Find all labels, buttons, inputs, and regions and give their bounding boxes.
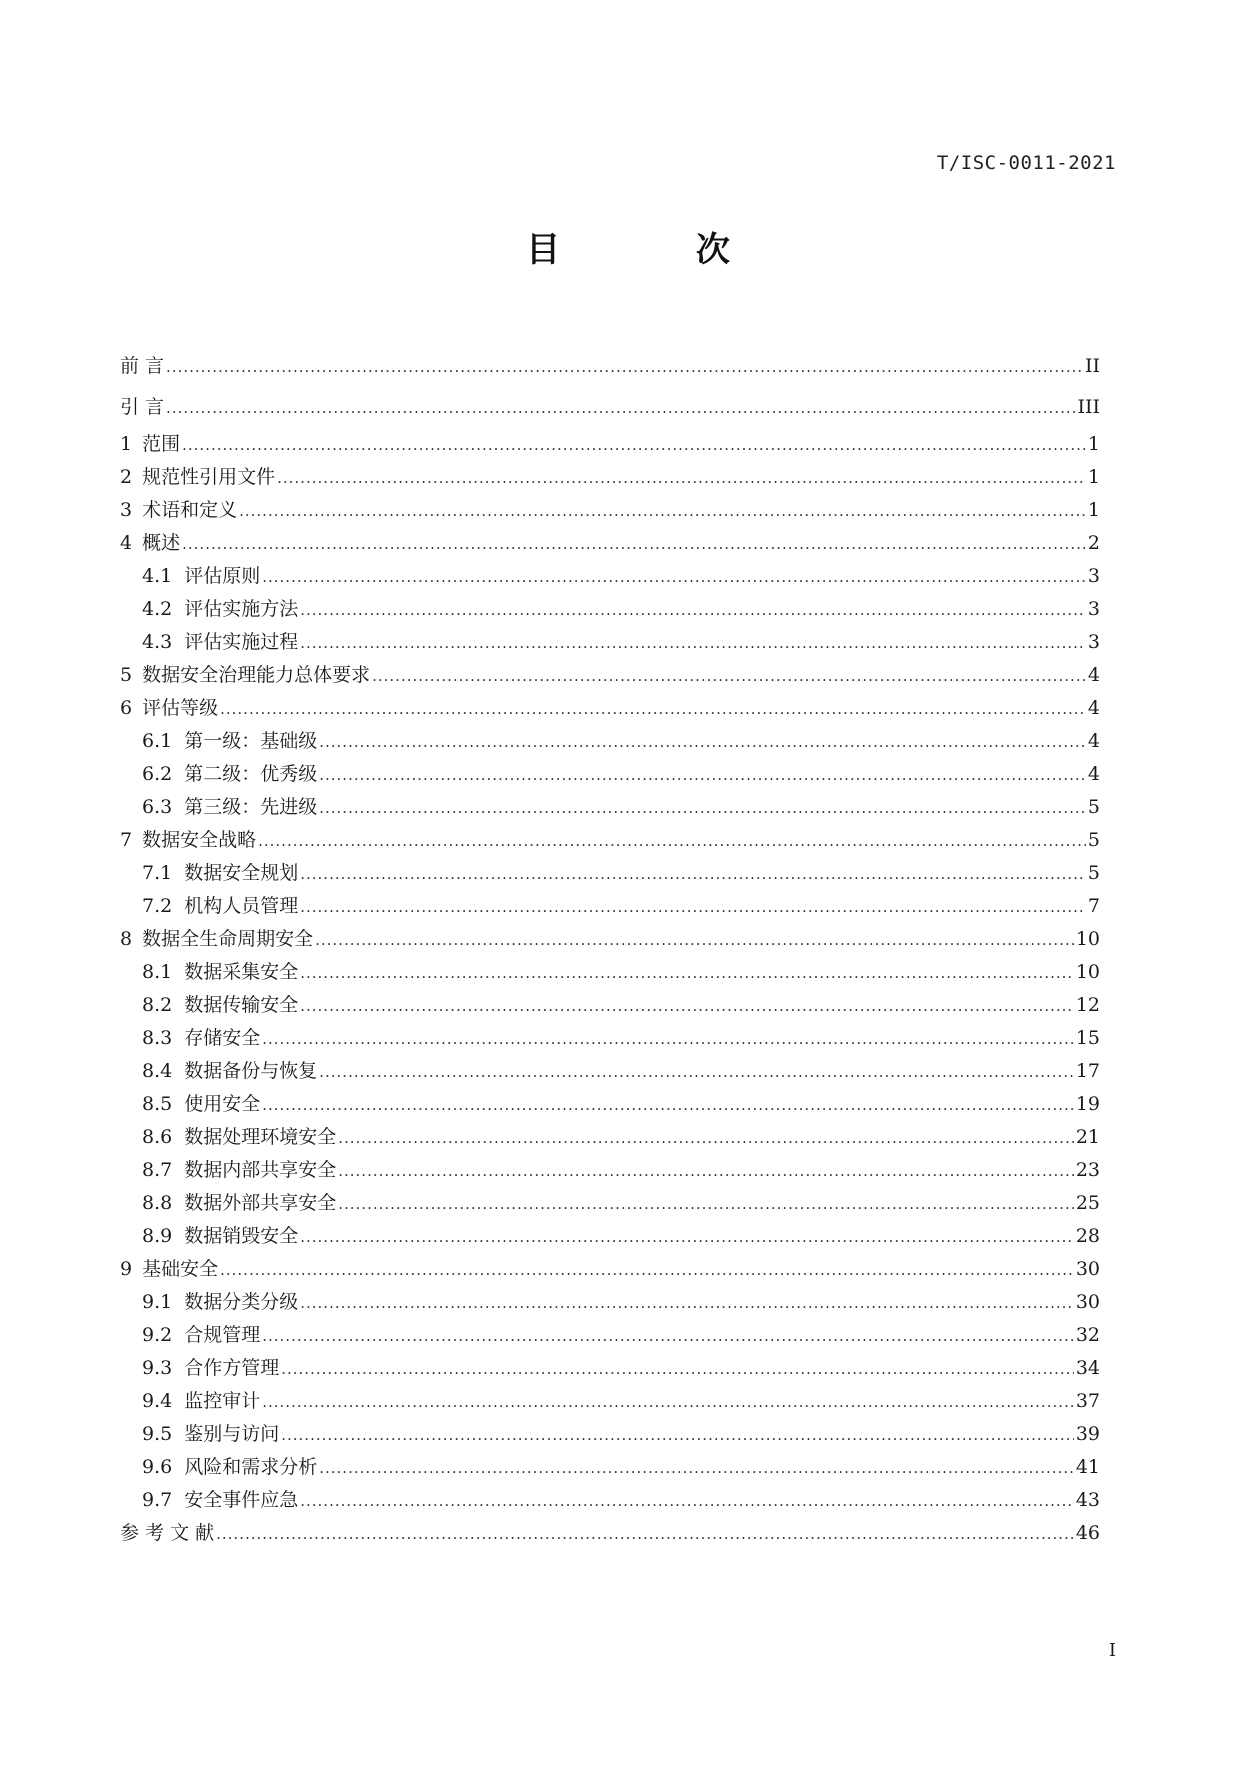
toc-entry-number: 9.3 — [142, 1357, 173, 1379]
toc-entry[interactable] — [120, 1055, 1100, 1088]
toc-entry-number: 6.1 — [142, 730, 173, 752]
toc-entry[interactable] — [120, 1319, 1100, 1352]
toc-entry[interactable] — [120, 692, 1100, 725]
toc-entry-label: 数据安全治理能力总体要求 — [142, 664, 371, 686]
toc-entry[interactable] — [120, 1352, 1100, 1385]
toc-entry-number: 8.2 — [142, 994, 173, 1016]
toc-entry[interactable] — [120, 593, 1100, 626]
toc-entry-page: 37 — [1075, 1390, 1100, 1412]
toc-entry-page: 5 — [1087, 796, 1100, 818]
toc-entry-label: 第一级：基础级 — [184, 730, 318, 752]
toc-leader-dots — [262, 1320, 1074, 1353]
toc-entry-page: 21 — [1075, 1126, 1100, 1148]
toc-leader-dots — [300, 891, 1086, 924]
toc-entry-number: 9.6 — [142, 1456, 173, 1478]
toc-leader-dots — [300, 957, 1074, 990]
toc-entry[interactable] — [120, 725, 1100, 758]
toc-entry[interactable] — [120, 1418, 1100, 1451]
toc-entry-page: 41 — [1075, 1456, 1100, 1478]
toc-entry[interactable] — [120, 387, 1100, 428]
toc-entry-label: 参 考 文 献 — [120, 1522, 215, 1544]
toc-entry[interactable] — [120, 1517, 1100, 1550]
toc-entry-label: 数据全生命周期安全 — [142, 928, 314, 950]
toc-entry-page: 43 — [1075, 1489, 1100, 1511]
toc-entry-page: 28 — [1075, 1225, 1100, 1247]
toc-leader-dots — [372, 660, 1086, 693]
toc-entry-page: 39 — [1075, 1423, 1100, 1445]
toc-entry-page: 1 — [1087, 433, 1100, 455]
toc-entry-page: 5 — [1087, 862, 1100, 884]
toc-entry-number: 5 — [120, 664, 133, 686]
toc-entry[interactable] — [120, 428, 1100, 461]
toc-entry[interactable] — [120, 857, 1100, 890]
toc-entry-page: 3 — [1087, 565, 1100, 587]
toc-leader-dots — [262, 1386, 1074, 1419]
toc-entry-page: 7 — [1087, 895, 1100, 917]
toc-entry-page: 12 — [1075, 994, 1100, 1016]
toc-entry[interactable] — [120, 560, 1100, 593]
toc-entry[interactable] — [120, 824, 1100, 857]
toc-entry-label: 合作方管理 — [184, 1357, 280, 1379]
toc-entry-label: 第二级：优秀级 — [184, 763, 318, 785]
toc-leader-dots — [220, 693, 1086, 726]
page-title: 目 次 — [526, 230, 792, 270]
toc-leader-dots — [300, 990, 1074, 1023]
toc-entry[interactable] — [120, 1484, 1100, 1517]
toc-entry-page: 4 — [1087, 697, 1100, 719]
toc-entry-page: 30 — [1075, 1291, 1100, 1313]
toc-entry[interactable] — [120, 758, 1100, 791]
toc-entry-label: 数据采集安全 — [184, 961, 299, 983]
toc-entry-label: 数据备份与恢复 — [184, 1060, 318, 1082]
toc-entry-label: 数据分类分级 — [184, 1291, 299, 1313]
toc-entry-number: 6.3 — [142, 796, 173, 818]
toc-entry[interactable] — [120, 1121, 1100, 1154]
toc-entry-number: 8.7 — [142, 1159, 173, 1181]
toc-entry-label: 基础安全 — [142, 1258, 219, 1280]
toc-leader-dots — [262, 561, 1086, 594]
toc-entry-label: 评估原则 — [184, 565, 261, 587]
toc-entry-number: 9.5 — [142, 1423, 173, 1445]
toc-entry-label: 引 言 — [120, 396, 165, 418]
toc-leader-dots — [182, 429, 1086, 462]
toc-entry-label: 数据传输安全 — [184, 994, 299, 1016]
toc-leader-dots — [338, 1188, 1074, 1221]
toc-entry[interactable] — [120, 1088, 1100, 1121]
toc-entry-label: 数据销毁安全 — [184, 1225, 299, 1247]
toc-leader-dots — [300, 1287, 1074, 1320]
toc-entry-label: 风险和需求分析 — [184, 1456, 318, 1478]
toc-leader-dots — [277, 462, 1086, 495]
toc-entry-number: 3 — [120, 499, 133, 521]
toc-entry-label: 评估等级 — [142, 697, 219, 719]
toc-entry-page: 4 — [1087, 730, 1100, 752]
document-code: T/ISC-0011-2021 — [936, 152, 1116, 174]
toc-entry-page: 19 — [1075, 1093, 1100, 1115]
toc-entry-number: 7.2 — [142, 895, 173, 917]
toc-entry[interactable] — [120, 1220, 1100, 1253]
toc-entry-number: 4.2 — [142, 598, 173, 620]
toc-entry[interactable] — [120, 989, 1100, 1022]
toc-entry-number: 4.3 — [142, 631, 173, 653]
toc-entry-page: 1 — [1087, 466, 1100, 488]
toc-leader-dots — [166, 347, 1083, 388]
table-of-contents — [120, 346, 1100, 1550]
toc-leader-dots — [319, 759, 1086, 792]
toc-entry-label: 安全事件应急 — [184, 1489, 299, 1511]
toc-entry-label: 合规管理 — [184, 1324, 261, 1346]
toc-leader-dots — [220, 1254, 1074, 1287]
toc-entry-number: 8.4 — [142, 1060, 173, 1082]
toc-entry-page: 23 — [1075, 1159, 1100, 1181]
toc-entry-label: 第三级：先进级 — [184, 796, 318, 818]
toc-entry-number: 8 — [120, 928, 133, 950]
toc-entry-number: 8.1 — [142, 961, 173, 983]
toc-entry-page: III — [1077, 396, 1100, 418]
toc-entry-number: 8.5 — [142, 1093, 173, 1115]
toc-entry-label: 术语和定义 — [142, 499, 238, 521]
toc-entry[interactable] — [120, 494, 1100, 527]
toc-entry-page: II — [1084, 355, 1100, 377]
toc-leader-dots — [281, 1419, 1074, 1452]
toc-entry-page: 5 — [1087, 829, 1100, 851]
toc-entry-page: 3 — [1087, 631, 1100, 653]
toc-entry[interactable] — [120, 659, 1100, 692]
toc-entry-page: 4 — [1087, 664, 1100, 686]
toc-entry-number: 7.1 — [142, 862, 173, 884]
toc-entry-number: 8.3 — [142, 1027, 173, 1049]
toc-entry-label: 前 言 — [120, 355, 165, 377]
toc-entry[interactable] — [120, 1253, 1100, 1286]
toc-entry-label: 数据外部共享安全 — [184, 1192, 337, 1214]
toc-leader-dots — [319, 792, 1086, 825]
toc-entry[interactable] — [120, 1154, 1100, 1187]
toc-entry[interactable] — [120, 890, 1100, 923]
toc-leader-dots — [300, 627, 1086, 660]
toc-entry-label: 范围 — [142, 433, 181, 455]
toc-entry-page: 30 — [1075, 1258, 1100, 1280]
toc-entry-label: 数据安全战略 — [142, 829, 257, 851]
toc-leader-dots — [216, 1518, 1074, 1551]
toc-entry-label: 鉴别与访问 — [184, 1423, 280, 1445]
toc-entry-number: 9.7 — [142, 1489, 173, 1511]
toc-entry-page: 15 — [1075, 1027, 1100, 1049]
toc-entry-page: 4 — [1087, 763, 1100, 785]
toc-entry-page: 46 — [1075, 1522, 1100, 1544]
toc-leader-dots — [338, 1122, 1074, 1155]
toc-entry[interactable] — [120, 527, 1100, 560]
toc-leader-dots — [239, 495, 1086, 528]
toc-entry-number: 6.2 — [142, 763, 173, 785]
toc-entry-page: 10 — [1075, 928, 1100, 950]
toc-entry-label: 使用安全 — [184, 1093, 261, 1115]
toc-entry-page: 1 — [1087, 499, 1100, 521]
toc-leader-dots — [300, 1485, 1074, 1518]
toc-leader-dots — [338, 1155, 1074, 1188]
toc-entry-label: 数据内部共享安全 — [184, 1159, 337, 1181]
toc-entry-label: 评估实施过程 — [184, 631, 299, 653]
toc-entry-label: 存储安全 — [184, 1027, 261, 1049]
toc-leader-dots — [319, 726, 1086, 759]
toc-entry-page: 3 — [1087, 598, 1100, 620]
toc-entry-label: 机构人员管理 — [184, 895, 299, 917]
toc-leader-dots — [166, 388, 1075, 429]
toc-entry-label: 规范性引用文件 — [142, 466, 276, 488]
toc-entry-page: 17 — [1075, 1060, 1100, 1082]
toc-entry-label: 监控审计 — [184, 1390, 261, 1412]
toc-entry[interactable] — [120, 1451, 1100, 1484]
page-number: I — [1108, 1640, 1116, 1661]
toc-entry[interactable] — [120, 956, 1100, 989]
toc-entry-number: 6 — [120, 697, 133, 719]
toc-entry[interactable] — [120, 791, 1100, 824]
toc-entry-number: 8.9 — [142, 1225, 173, 1247]
toc-entry[interactable] — [120, 1022, 1100, 1055]
toc-entry-number: 8.6 — [142, 1126, 173, 1148]
toc-leader-dots — [319, 1056, 1074, 1089]
toc-leader-dots — [281, 1353, 1074, 1386]
toc-leader-dots — [300, 858, 1086, 891]
toc-leader-dots — [300, 594, 1086, 627]
toc-entry-page: 10 — [1075, 961, 1100, 983]
toc-entry-page: 25 — [1075, 1192, 1100, 1214]
toc-entry-page: 32 — [1075, 1324, 1100, 1346]
toc-entry[interactable] — [120, 1385, 1100, 1418]
toc-entry[interactable] — [120, 1286, 1100, 1319]
toc-entry-page: 2 — [1087, 532, 1100, 554]
toc-entry[interactable] — [120, 626, 1100, 659]
toc-entry-number: 4.1 — [142, 565, 173, 587]
toc-leader-dots — [262, 1089, 1074, 1122]
toc-entry-number: 9.4 — [142, 1390, 173, 1412]
toc-entry-number: 4 — [120, 532, 133, 554]
toc-entry-number: 2 — [120, 466, 133, 488]
toc-entry-number: 7 — [120, 829, 133, 851]
toc-entry[interactable] — [120, 923, 1100, 956]
toc-leader-dots — [319, 1452, 1074, 1485]
toc-entry-number: 9.2 — [142, 1324, 173, 1346]
toc-entry-label: 概述 — [142, 532, 181, 554]
toc-entry-label: 评估实施方法 — [184, 598, 299, 620]
toc-entry-label: 数据安全规划 — [184, 862, 299, 884]
toc-leader-dots — [258, 825, 1086, 858]
toc-leader-dots — [262, 1023, 1074, 1056]
toc-entry[interactable] — [120, 346, 1100, 387]
toc-entry-number: 9 — [120, 1258, 133, 1280]
toc-entry-number: 9.1 — [142, 1291, 173, 1313]
toc-entry-number: 8.8 — [142, 1192, 173, 1214]
toc-entry[interactable] — [120, 461, 1100, 494]
toc-entry[interactable] — [120, 1187, 1100, 1220]
toc-entry-number: 1 — [120, 433, 133, 455]
toc-entry-label: 数据处理环境安全 — [184, 1126, 337, 1148]
toc-leader-dots — [182, 528, 1086, 561]
toc-entry-page: 34 — [1075, 1357, 1100, 1379]
toc-leader-dots — [300, 1221, 1074, 1254]
toc-leader-dots — [315, 924, 1074, 957]
